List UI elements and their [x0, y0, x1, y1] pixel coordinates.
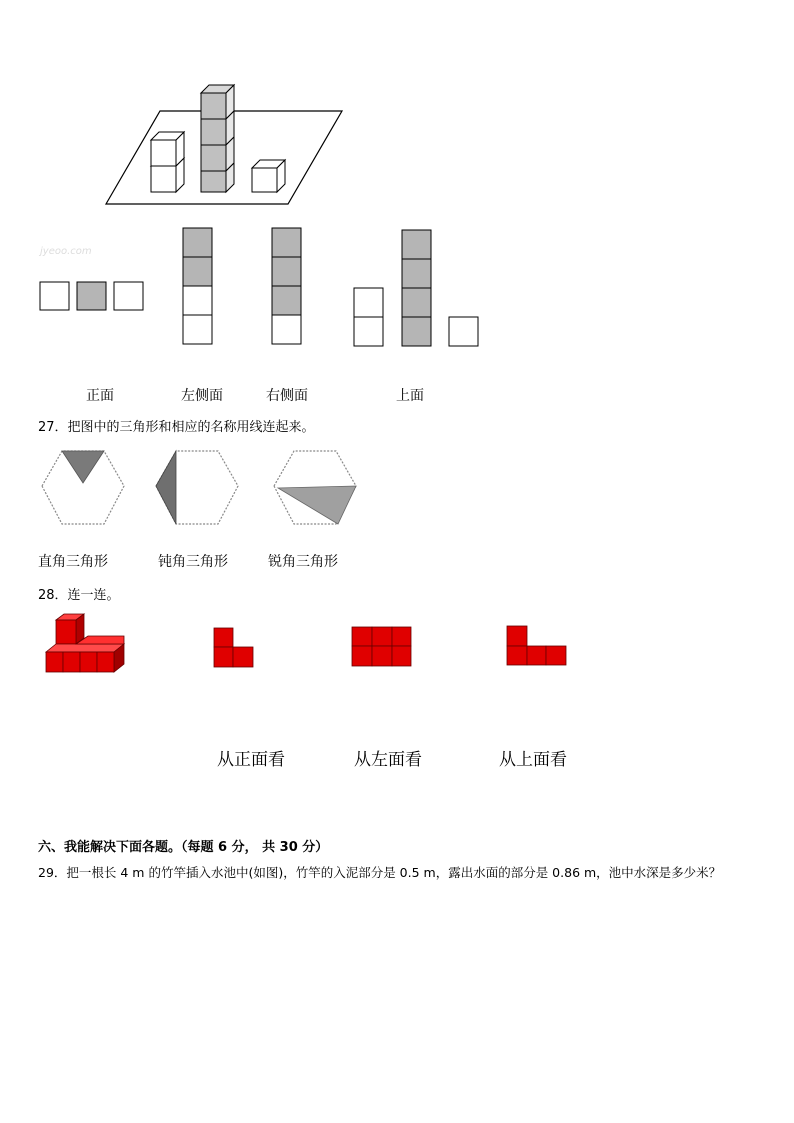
- view-label-top: 上面: [396, 388, 424, 404]
- cube-stack-figure: [100, 80, 350, 210]
- red-cube-figures: [44, 612, 574, 678]
- section-heading: 六、我能解决下面各题。（每题 6 分， 共 30 分）: [38, 840, 329, 855]
- q28-stem: 28．连一连。: [38, 588, 120, 603]
- q27-stem: 27．把图中的三角形和相应的名称用线连起来。: [38, 420, 315, 435]
- view-label-left: 左侧面: [181, 388, 223, 404]
- q29-stem: 29．把一根长 4 m 的竹竿插入水池中(如图)，竹竿的入泥部分是 0.5 m，露出水面的部分是 0.86 m，池中水深是多少米？: [38, 865, 722, 880]
- name-right-triangle: 直角三角形: [38, 554, 108, 570]
- name-acute-triangle: 锐角三角形: [268, 554, 338, 570]
- view-label-front: 正面: [86, 388, 114, 404]
- name-obtuse-triangle: 钝角三角形: [158, 554, 228, 570]
- label-front-view: 从正面看: [217, 750, 285, 770]
- label-top-view: 从上面看: [499, 750, 567, 770]
- watermark: jyeoo.com: [40, 246, 92, 257]
- label-left-view: 从左面看: [354, 750, 422, 770]
- view-drawings: [38, 226, 488, 351]
- view-label-right: 右侧面: [266, 388, 308, 404]
- hexagon-triangles: [38, 448, 368, 528]
